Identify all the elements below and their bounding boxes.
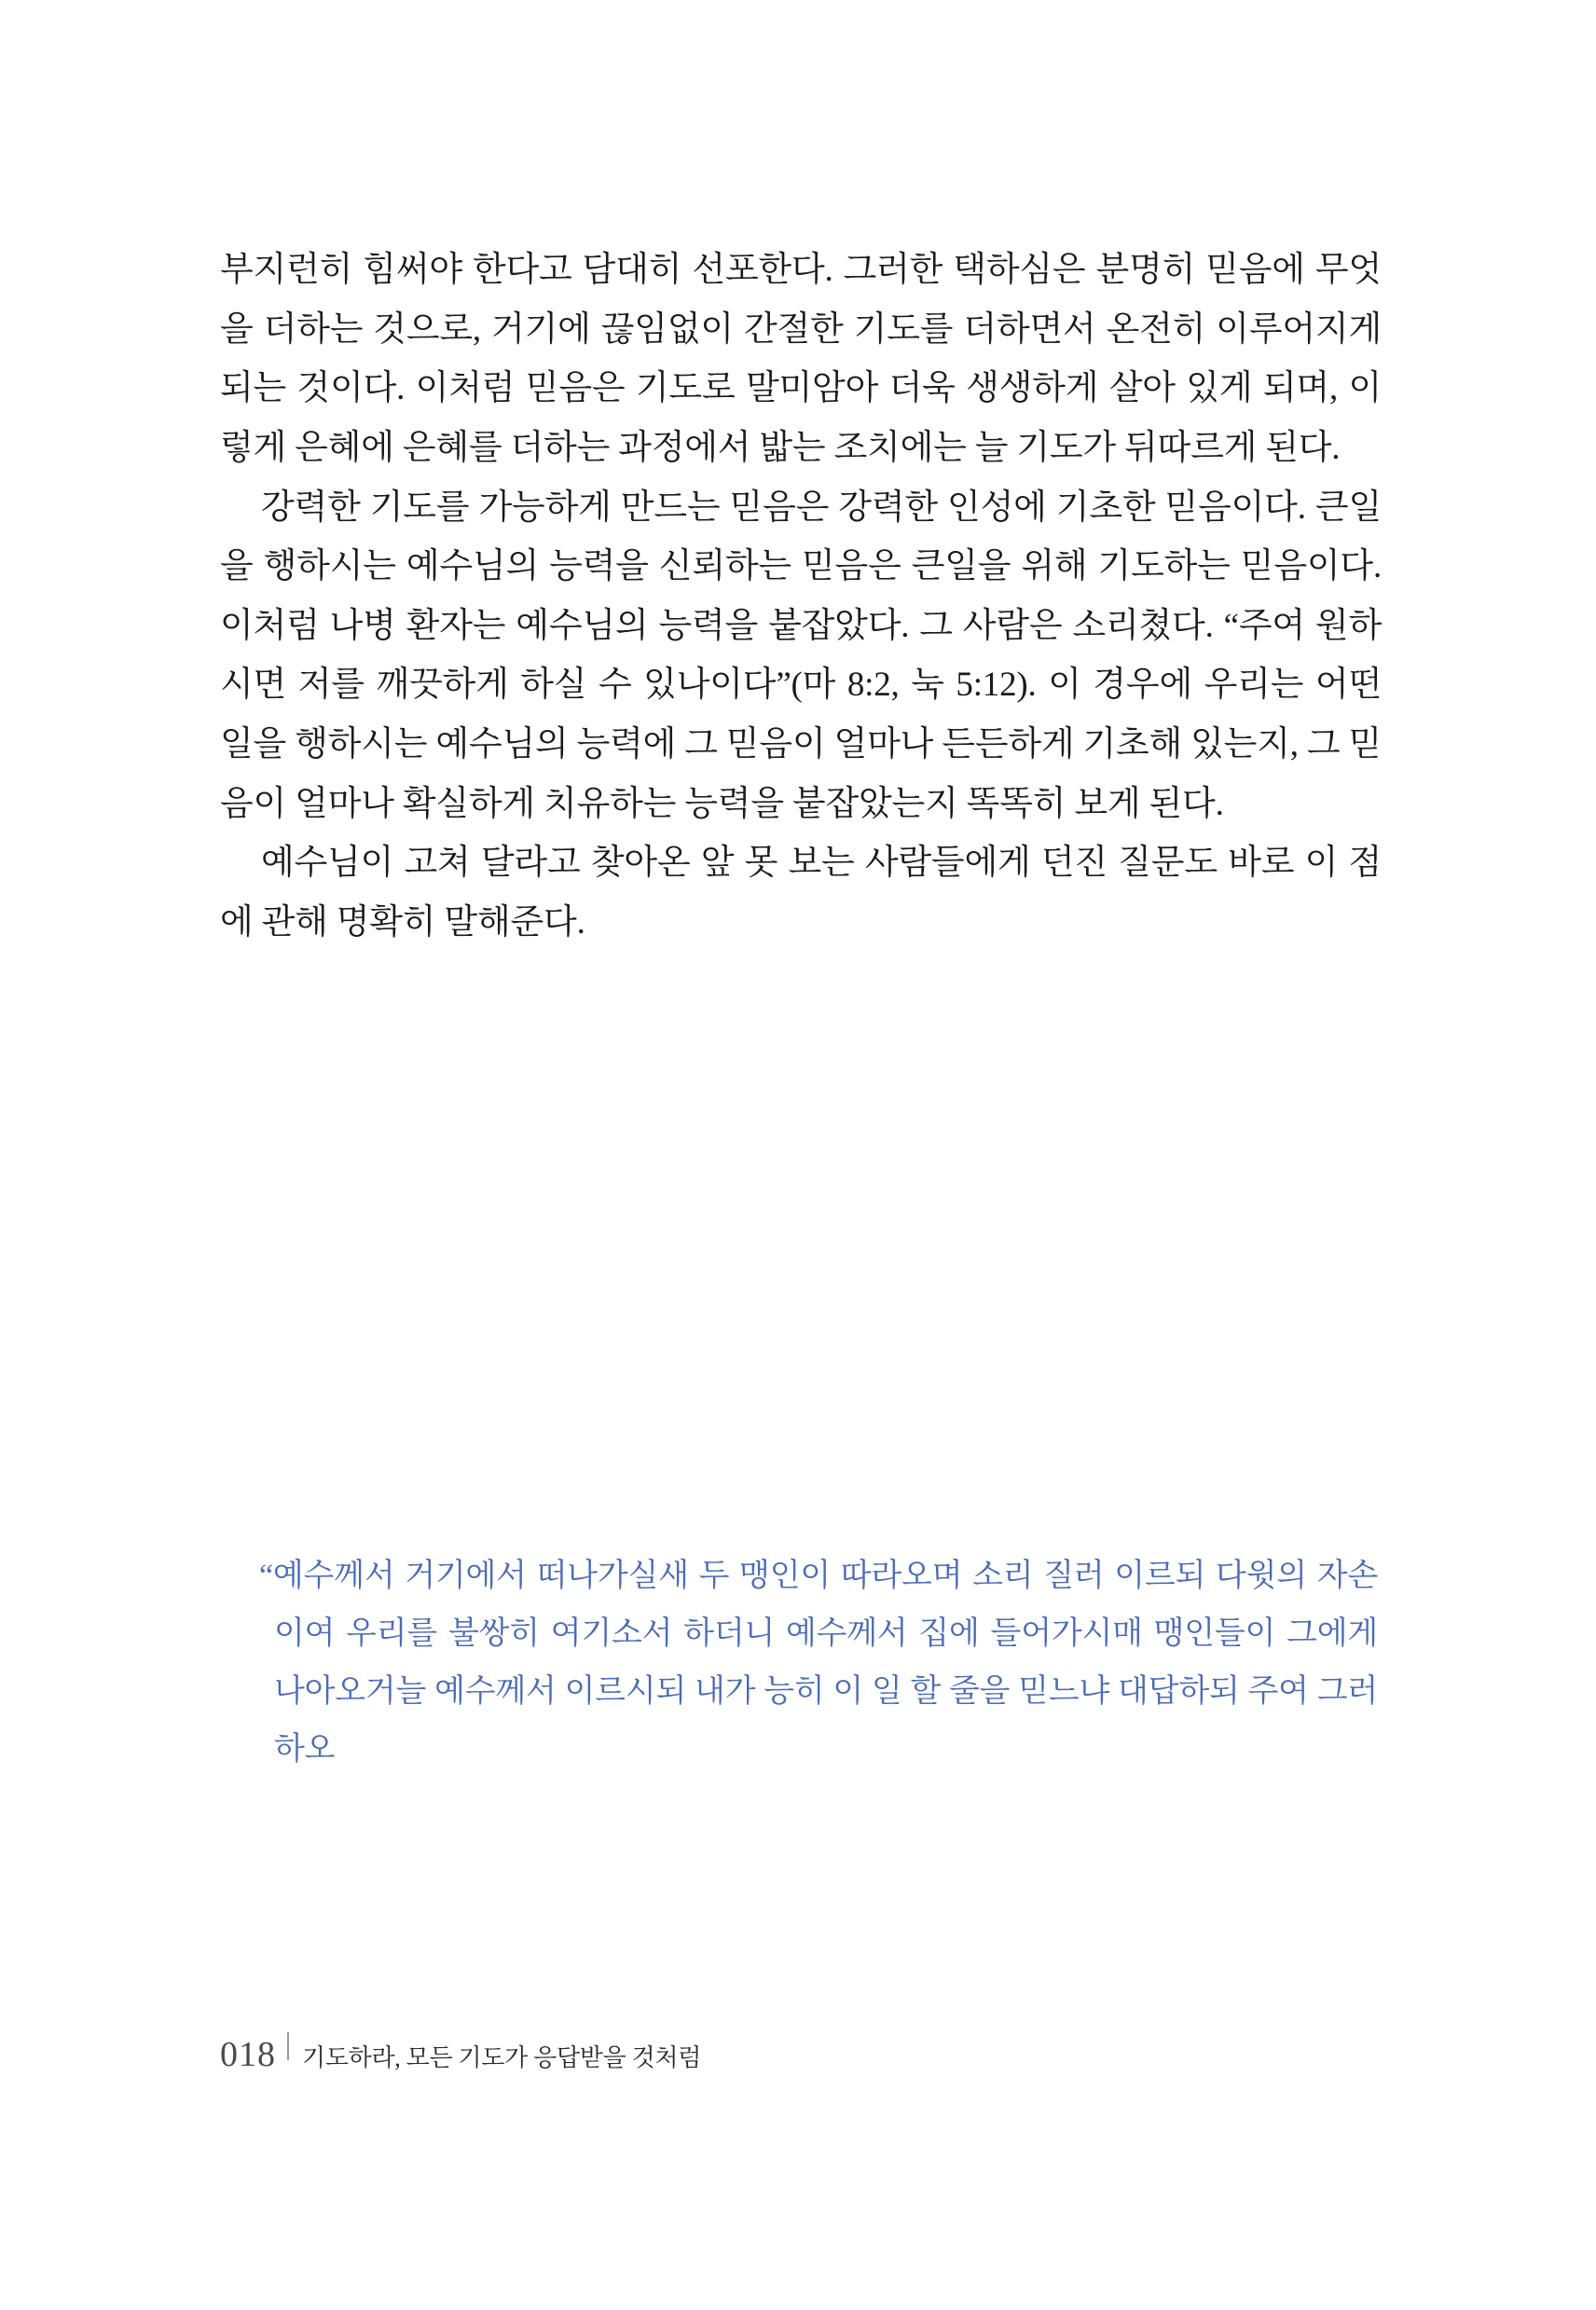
paragraph-2: 강력한 기도를 가능하게 만드는 믿음은 강력한 인성에 기초한 믿음이다. 큰일을 행하시는 예수님의 능력을 신뢰하는 믿음은 큰일을 위해 기도하는 믿음이다. 이처럼 나병 환자는 예수님의 능력을 붙잡았다. 그 사람은 소리쳤다. “주여 원하시면 저를 깨끗하게 하실 수 있나이다”(마 8:2, 눅 5:12). 이 경우에 우리는 어떤 일을 행하시는 예수님의 능력에 그 믿음이 얼마나 든든하게 기초해 있는지, 그 믿음이 얼마나 확실하게 치유하는 능력을 붙잡았는지 똑똑히 보게 된다. (220, 488, 1382, 823)
scripture-quote-block (259, 1547, 1378, 1779)
paragraph-1: 부지런히 힘써야 한다고 담대히 선포한다. 그러한 택하심은 분명히 믿음에 무엇을 더하는 것으로, 거기에 끊임없이 간절한 기도를 더하면서 온전히 이루어지게 되는 것이다. 이처럼 믿음은 기도로 말미암아 더욱 생생하게 살아 있게 되며, 이렇게 은혜에 은혜를 더하는 과정에서 밟는 조치에는 늘 기도가 뒤따르게 된다. (220, 251, 1382, 467)
scripture-quote-text: “예수께서 거기에서 떠나가실새 두 맹인이 따라오며 소리 질러 이르되 다윗의 자손이여 우리를 불쌍히 여기소서 하더니 예수께서 집에 들어가시매 맹인들이 그에게 나아오거늘 예수께서 이르시되 내가 능히 이 일 할 줄을 믿느냐 대답하되 주여 그러하오 (259, 1559, 1378, 1767)
body-text-column (220, 241, 1382, 953)
footer-book-title: 기도하라, 모든 기도가 응답받을 것처럼 (302, 2044, 702, 2071)
paragraph-3: 예수님이 고쳐 달라고 찾아온 앞 못 보는 사람들에게 던진 질문도 바로 이 점에 관해 명확히 말해준다. (220, 844, 1382, 942)
page-number: 018 (220, 2035, 276, 2074)
footer-divider (287, 2032, 289, 2060)
page-footer (220, 2034, 701, 2075)
